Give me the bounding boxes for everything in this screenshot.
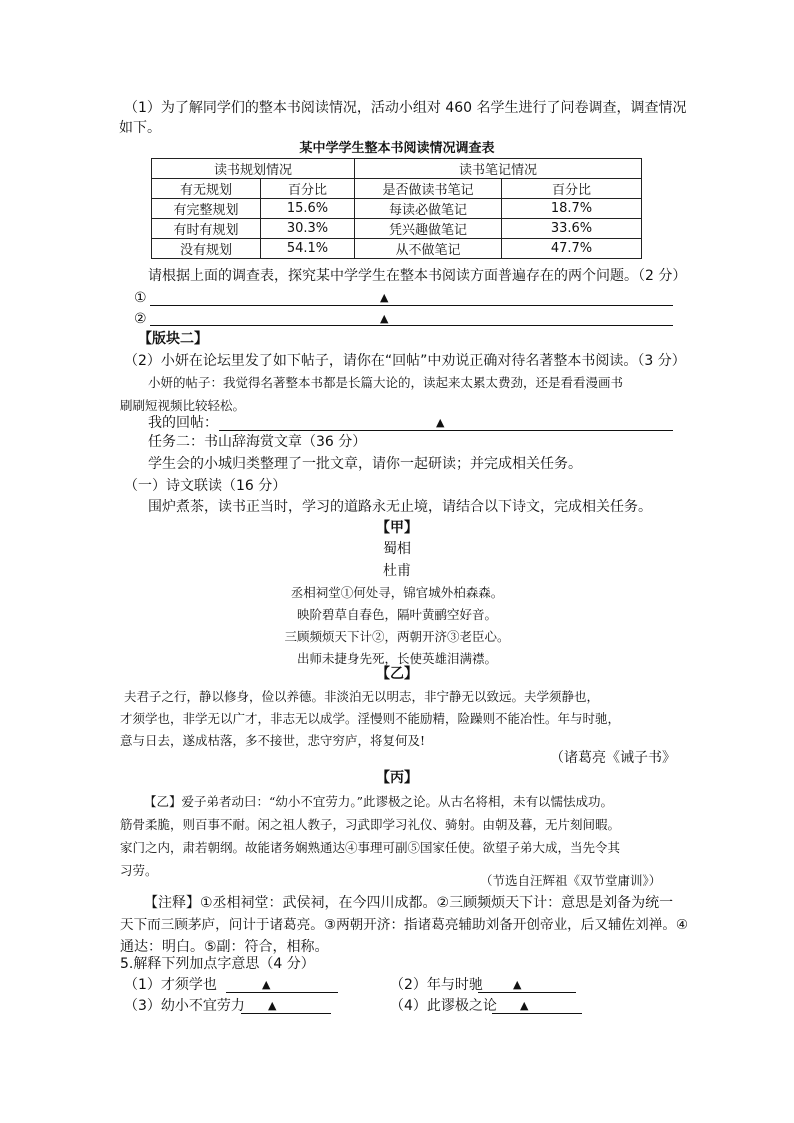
q2-text: （2）小妍在论坛里发了如下帖子，请你在“回帖”中劝说正确对待名著整本书阅读。（3 分）	[124, 353, 686, 369]
answer-marker: ▲	[262, 978, 271, 991]
table-cell: 没有规划	[152, 239, 261, 259]
table-header-cell: 百分比	[502, 179, 642, 199]
q1-line2: 如下。	[119, 120, 161, 136]
answer-marker: ▲	[268, 999, 277, 1012]
post-line2: 刷刷短视频比较轻松。	[120, 398, 246, 413]
poem-line: 出师未捷身先死，长使英雄泪满襟。	[296, 651, 497, 666]
table-row	[152, 219, 642, 239]
yi-label: 【乙】	[376, 666, 418, 682]
answer-blank-1[interactable]	[150, 305, 673, 306]
table-group-header: 读书规划情况	[152, 159, 355, 179]
answer-blank-2[interactable]	[150, 325, 673, 326]
section-title: 【版块二】	[138, 331, 208, 347]
blank-number: ②	[134, 311, 147, 327]
answer-marker: ▲	[436, 416, 445, 429]
q1-line1: （1）为了解同学们的整本书阅读情况，活动小组对 460 名学生进行了问卷调查，调查情况	[124, 100, 687, 116]
q5-blank[interactable]	[492, 1013, 582, 1014]
table-cell: 54.1%	[261, 239, 355, 259]
notes-line: 天下而三顾茅庐，问计于诸葛亮。③两朝开济：指诸葛亮辅助刘备开创帝业，后又辅佐刘禅。④	[120, 917, 689, 933]
poem-line: 三顾频烦天下计②，两朝开济③老臣心。	[284, 629, 510, 644]
table-cell: 凭兴趣做笔记	[355, 219, 502, 239]
table-cell: 有时有规划	[152, 219, 261, 239]
poem-line: 映阶碧草自春色，隔叶黄鹂空好音。	[296, 607, 497, 622]
poem-title: 蜀相	[383, 541, 411, 557]
q5-blank[interactable]	[226, 992, 338, 993]
task2-subintro: 围炉煮茶，读书正当时，学习的道路永无止境，请结合以下诗文，完成相关任务。	[148, 499, 652, 515]
table-header-cell: 是否做读书笔记	[355, 179, 502, 199]
bing-line: 家门之内，肃若朝纲。故能诸务娴熟通达④事理可副⑤国家任使。欲望子弟大成，当先令其	[120, 840, 621, 855]
table-sub-header-row	[152, 179, 642, 199]
yi-line: 意与日去，遂成枯落，多不接世，悲守穷庐，将复何及!	[120, 733, 426, 748]
survey-table	[151, 158, 642, 259]
answer-marker: ▲	[380, 312, 389, 325]
q5-title: 5.解释下列加点字意思（4 分）	[120, 956, 315, 972]
answer-marker: ▲	[380, 291, 389, 304]
table-cell: 33.6%	[502, 219, 642, 239]
notes-line: 通达：明白。⑤副：符合，相称。	[120, 939, 329, 955]
jia-label: 【甲】	[376, 520, 418, 536]
notes-line: 【注释】①丞相祠堂：武侯祠，在今四川成都。②三顾频烦天下计：意思是刘备为统一	[144, 895, 674, 911]
task2-title: 任务二：书山辞海赏文章（36 分）	[148, 434, 367, 450]
table-cell: 15.6%	[261, 199, 355, 219]
table-cell: 18.7%	[502, 199, 642, 219]
reply-label: 我的回帖：	[148, 415, 218, 431]
table-group-header-row	[152, 159, 642, 179]
table-cell: 有完整规划	[152, 199, 261, 219]
q5-item: （3）幼小不宜劳力	[124, 998, 245, 1014]
q5-item: （1）才须学也	[124, 977, 217, 993]
q5-blank[interactable]	[241, 1013, 331, 1014]
bing-line: 【乙】爱子弟者动曰：“幼小不宜劳力。”此谬极之论。从古名将相，未有以懦怯成功。	[144, 794, 614, 809]
task2-intro: 学生会的小城归类整理了一批文章，请你一起研读；并完成相关任务。	[148, 456, 582, 472]
table-cell: 每读必做笔记	[355, 199, 502, 219]
bing-line: 筋骨柔脆，则百事不耐。闲之祖人教子，习武即学习礼仪、骑射。由朝及暮，无片刻间暇。	[120, 817, 621, 832]
table-header-cell: 百分比	[261, 179, 355, 199]
table-title: 某中学学生整本书阅读情况调查表	[299, 141, 495, 156]
task2-subtitle: （一）诗文联读（16 分）	[124, 478, 287, 494]
table-group-header: 读书笔记情况	[355, 159, 642, 179]
yi-line: 夫君子之行，静以修身，俭以养德。非淡泊无以明志，非宁静无以致远。夫学须静也，	[124, 689, 600, 704]
poem-author: 杜甫	[383, 563, 411, 579]
yi-line: 才须学也，非学无以广才，非志无以成学。淫慢则不能励精，险躁则不能冶性。年与时驰，	[120, 711, 621, 726]
table-row	[152, 199, 642, 219]
q5-item: （2）年与时驰	[390, 977, 483, 993]
q5-item: （4）此谬极之论	[390, 998, 497, 1014]
q5-blank[interactable]	[478, 992, 576, 993]
q1-prompt: 请根据上面的调查表，探究某中学学生在整本书阅读方面普遍存在的两个问题。（2 分）	[148, 268, 687, 284]
answer-marker: ▲	[513, 978, 522, 991]
answer-marker: ▲	[520, 999, 529, 1012]
bing-line: 习劳。	[120, 863, 158, 878]
yi-source: （诸葛亮《诫子书》	[550, 750, 676, 766]
bing-label: 【丙】	[376, 770, 418, 786]
table-header-cell: 有无规划	[152, 179, 261, 199]
post-line1	[148, 375, 623, 392]
reply-blank[interactable]	[219, 430, 673, 431]
blank-number: ①	[134, 290, 147, 306]
table-cell: 从不做笔记	[355, 239, 502, 259]
table-cell: 30.3%	[261, 219, 355, 239]
bing-source: （节选自汪辉祖《双节堂庸训》）	[480, 873, 662, 888]
post-text: 小妍的帖子：我觉得名著整本书都是长篇大论的，读起来太累太费劲，还是看看漫画书	[148, 375, 624, 390]
poem-line: 丞相祠堂①何处寻，锦官城外柏森森。	[290, 585, 504, 600]
table-cell: 47.7%	[502, 239, 642, 259]
table-row	[152, 239, 642, 259]
